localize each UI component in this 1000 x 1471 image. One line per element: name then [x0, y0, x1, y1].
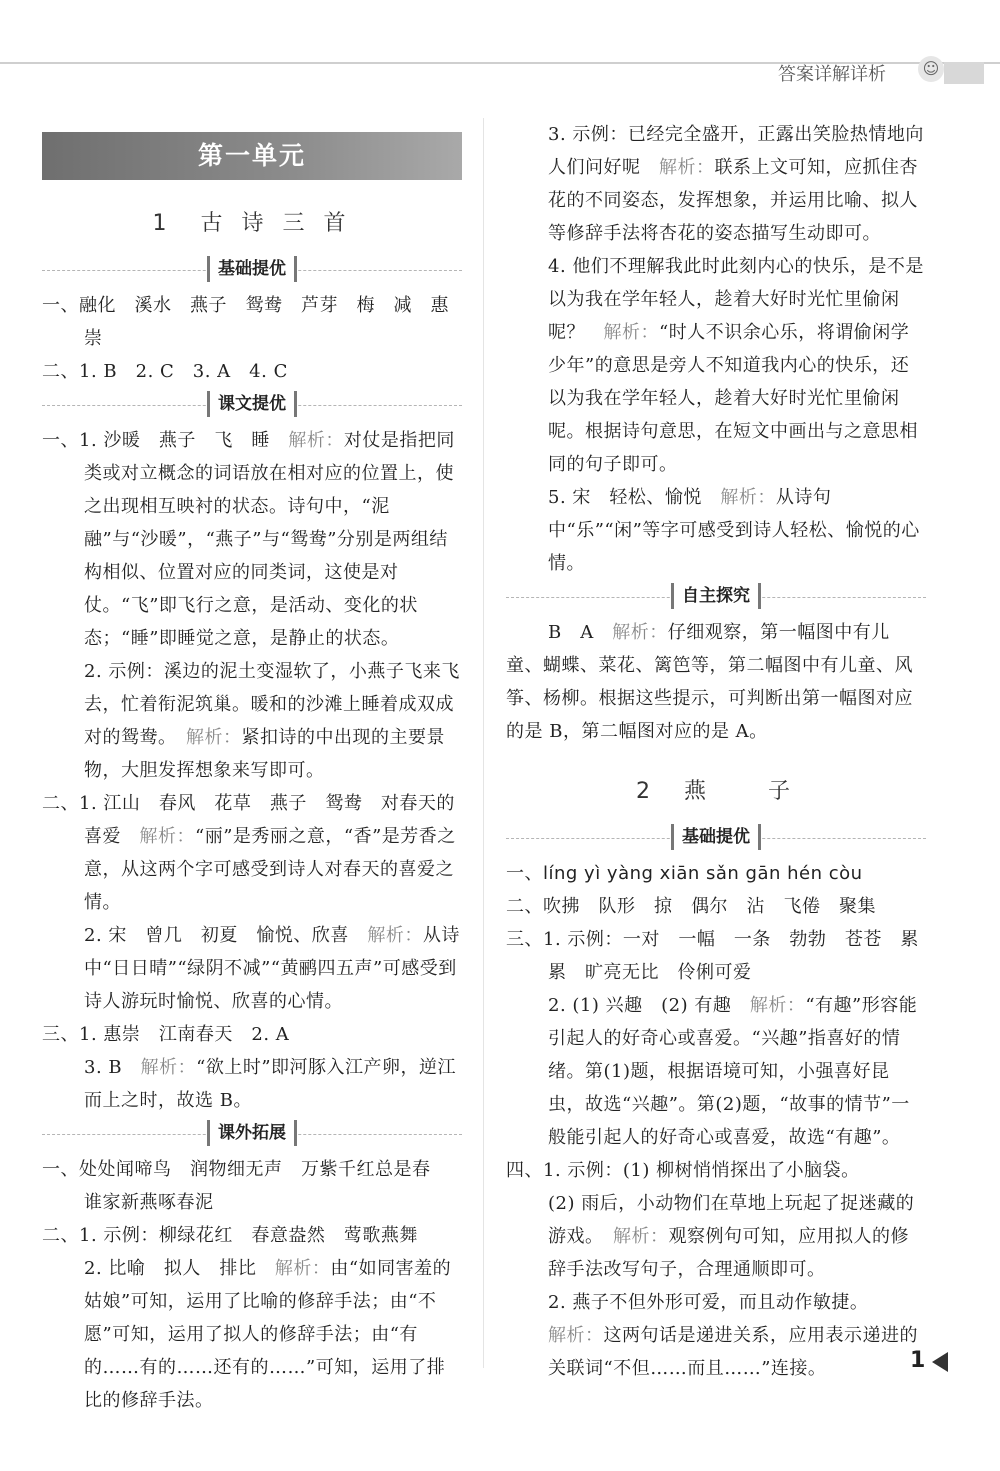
answer-item: 二、1. 江山 春风 花草 燕子 鸳鸯 对春天的喜爱 解析：“丽”是秀丽之意，“香”是芳香之意，从这两个字可感受到诗人对春天的喜爱之情。	[42, 793, 456, 913]
answer-item: 二、1. B 2. C 3. A 4. C	[42, 361, 288, 382]
unit-title: 第一单元	[42, 132, 462, 180]
analysis-label: 解析：	[274, 1258, 331, 1279]
answer-item: 解析：这两句话是递进关系，应用表示递进的关联词“不但……而且……”连接。	[548, 1325, 918, 1379]
section-heading: 课文提优	[42, 390, 462, 420]
analysis-label: 解析：	[612, 622, 668, 643]
answer-item: 二、吹拂 队形 掠 偶尔 沾 飞倦 聚集	[506, 896, 876, 917]
header-label: 答案详解详析	[778, 64, 886, 85]
analysis-label: 解析：	[603, 322, 659, 343]
smiley-icon: ☺	[918, 56, 944, 82]
column-divider	[483, 118, 484, 1368]
analysis-label: 解析：	[140, 1057, 197, 1078]
analysis-label: 解析：	[613, 1226, 669, 1247]
answer-item: 一、1. 沙暖 燕子 飞 睡 解析：对仗是指把同类或对立概念的词语放在相对应的位置上，使之出现相互映衬的状态。诗句中，“泥融”与“沙暖”，“燕子”与“鸳鸯”分别是两组结构相似、位置对应的同类词，这使是对仗。“飞”即飞行之意，是活动、变化的状态；“睡”即睡觉之意，是静止的状态。	[42, 430, 455, 649]
analysis-label: 解析：	[749, 995, 806, 1016]
page-marker-icon	[932, 1352, 948, 1372]
analysis-label: 解析：	[139, 826, 195, 847]
answer-item: 3. 示例：已经完全盛开，正露出笑脸热情地向人们问好呢 解析：联系上文可知，应抓住杏花的不同姿态，发挥想象，并运用比喻、拟人等修辞手法将杏花的姿态描写生动即可。	[548, 124, 924, 244]
answer-item: 二、1. 示例：柳绿花红 春意盎然 莺歌燕舞	[42, 1225, 418, 1246]
page-number: 1	[910, 1348, 926, 1373]
answer-item: (2) 雨后，小动物们在草地上玩起了捉迷藏的游戏。 解析：观察例句可知，应用拟人的修辞手法改写句子，合理通顺即可。	[548, 1193, 915, 1280]
answer-item: 三、1. 示例：一对 一幅 一条 勃勃 苍苍 累累 旷亮无比 伶俐可爱	[506, 929, 919, 983]
answer-item: 2. 宋 曾几 初夏 愉悦、欣喜 解析：从诗中“日日晴”“绿阴不减”“黄鹂四五声”可感受到诗人游玩时愉悦、欣喜的心情。	[84, 925, 460, 1012]
answer-item: 2. (1) 兴趣 (2) 有趣 解析：“有趣”形容能引起人的好奇心或喜爱。“兴趣”指喜好的情绪。第(1)题，根据语境可知，小强喜好昆虫，故选“兴趣”。第(2)题，“故事的情节”一般能引起人的好奇心或喜爱，故选“有趣”。	[548, 995, 918, 1148]
section-heading: 自主探究	[506, 582, 926, 612]
analysis-label: 解析：	[288, 430, 344, 451]
answer-item: 4. 他们不理解我此时此刻内心的快乐，是不是以为我在学年轻人，趁着大好时光忙里偷闲呢？ 解析：“时人不识余心乐，将谓偷闲学少年”的意思是旁人不知道我内心的快乐，还以为我在学年轻人，趁着大好时光忙里偷闲呢。根据诗句意思，在短文中画出与之意思相同的句子即可。	[548, 256, 924, 475]
answer-item: 一、líng yì yàng xiān sǎn gān hén còu	[506, 863, 863, 884]
section-heading: 课外拓展	[42, 1119, 462, 1149]
answer-item: 四、1. 示例：(1) 柳树悄悄探出了小脑袋。	[506, 1160, 860, 1181]
right-column	[506, 118, 926, 1385]
answer-item: 三、1. 惠崇 江南春天 2. A	[42, 1024, 290, 1045]
answer-item: 2. 比喻 拟人 排比 解析：由“如同害羞的姑娘”可知，运用了比喻的修辞手法；由“不愿”可知，运用了拟人的修辞手法；由“有的……有的……还有的……”可知，运用了排比的修辞手法。	[84, 1258, 452, 1411]
section-heading: 基础提优	[42, 255, 462, 285]
lesson-title: 2 燕 子	[636, 779, 796, 804]
analysis-label: 解析：	[186, 727, 242, 748]
analysis-label: 解析：	[659, 157, 715, 178]
analysis-label: 解析：	[720, 487, 776, 508]
analysis-label: 解析：	[548, 1325, 604, 1346]
answer-item: 一、融化 溪水 燕子 鸳鸯 芦芽 梅 减 惠崇	[42, 295, 449, 349]
answer-item: 5. 宋 轻松、愉悦 解析：从诗句中“乐”“闲”等字可感受到诗人轻松、愉悦的心情。	[548, 487, 920, 574]
answer-item: 3. B 解析：“欲上时”即河豚入江产卵，逆江而上之时，故选 B。	[84, 1057, 457, 1111]
left-column	[42, 118, 462, 1417]
header-tab	[944, 62, 984, 84]
lesson-title: 1 古 诗 三 首	[152, 211, 352, 236]
answer-item: 2. 示例：溪边的泥土变湿软了，小燕子飞来飞去，忙着衔泥筑巢。暖和的沙滩上睡着成双成对的鸳鸯。 解析：紧扣诗的中出现的主要景物，大胆发挥想象来写即可。	[84, 661, 460, 781]
section-heading: 基础提优	[506, 823, 926, 853]
analysis-label: 解析：	[367, 925, 423, 946]
answer-item: 2. 燕子不但外形可爱，而且动作敏捷。	[548, 1292, 869, 1313]
answer-item: B A 解析：仔细观察，第一幅图中有儿童、蝴蝶、菜花、篱笆等，第二幅图中有儿童、风筝、杨柳。根据这些提示，可判断出第一幅图对应的是 B，第二幅图对应的是 A。	[506, 622, 913, 742]
answer-item: 一、处处闻啼鸟 润物细无声 万紫千红总是春 谁家新燕啄春泥	[42, 1159, 449, 1213]
